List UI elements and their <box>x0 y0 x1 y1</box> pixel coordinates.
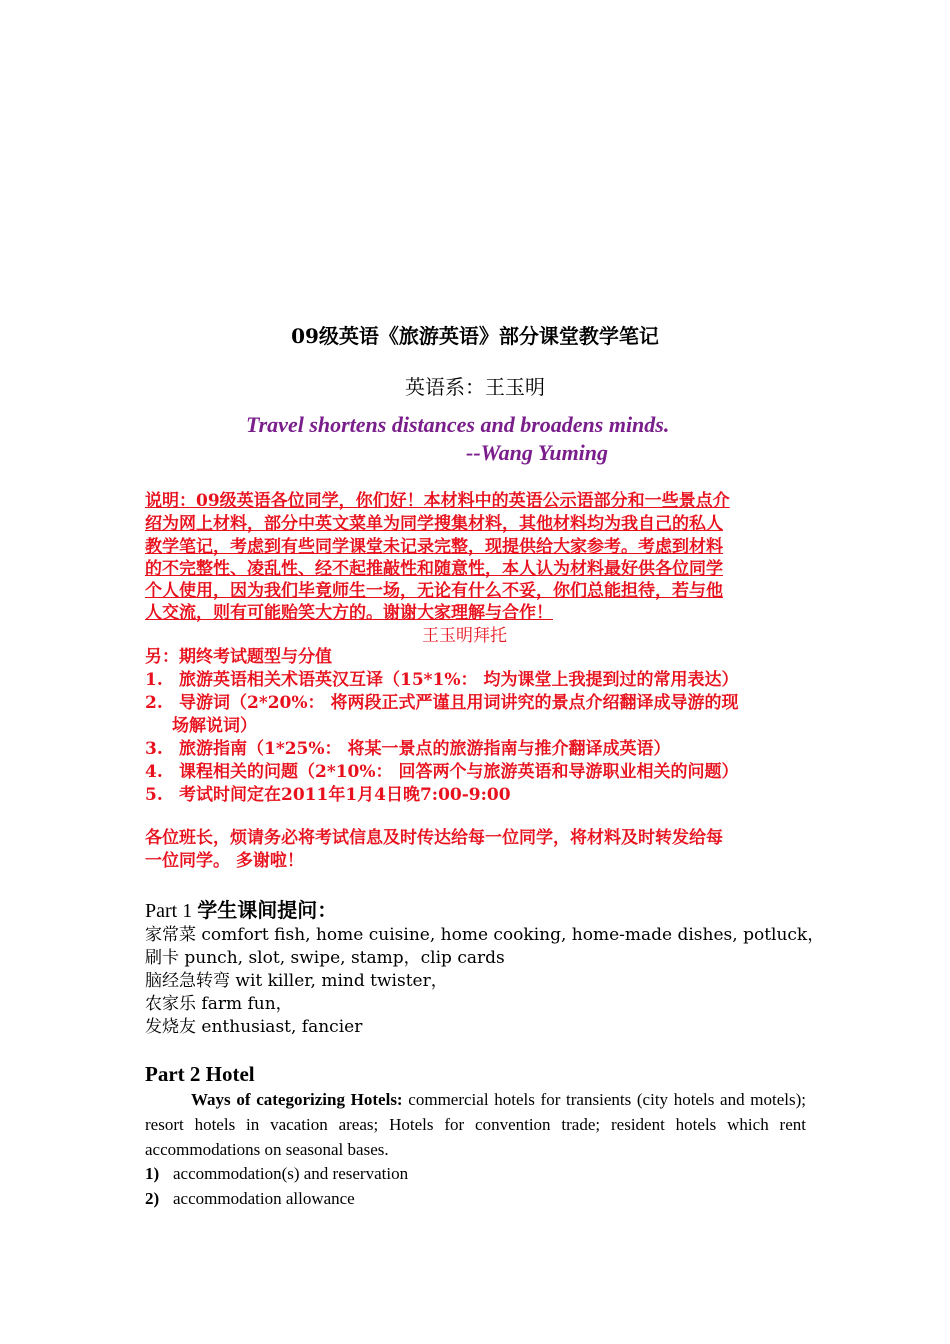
list-item-text: accommodation(s) and reservation <box>173 1164 409 1183</box>
exam-item-text: 课程相关的问题（2*10%： 回答两个与旅游英语和导游职业相关的问题） <box>179 762 739 782</box>
author-line: 英语系：王玉明 <box>405 375 545 399</box>
part1-line: 农家乐 farm fun， <box>145 994 293 1014</box>
reminder-line: 各位班长，烦请务必将考试信息及时传达给每一位同学，将材料及时转发给每 <box>145 828 723 848</box>
exam-item-text: 考试时间定在2011年1月4日晚7:00-9:00 <box>179 785 511 805</box>
document-title: 09级英语《旅游英语》部分课堂教学笔记 <box>291 324 659 348</box>
exam-item <box>145 671 738 691</box>
exam-item <box>145 763 738 783</box>
exam-item-text: 旅游指南（1*25%： 将某一景点的旅游指南与推介翻译成英语） <box>179 739 671 759</box>
notice-line: 说明：09级英语各位同学，你们好！本材料中的英语公示语部分和一些景点介 <box>145 491 730 511</box>
exam-item <box>145 740 670 760</box>
notice-line: 个人使用，因为我们毕竟师生一场，无论有什么不妥，你们总能担待，若与他 <box>145 581 723 601</box>
exam-item-number: 1. <box>145 670 163 690</box>
exam-item-number: 2. <box>145 693 163 713</box>
quote-author: --Wang Yuming <box>466 440 609 465</box>
part2-heading: Part 2 Hotel <box>145 1062 255 1086</box>
part1-line: 脑经急转弯 wit killer, mind twister， <box>145 971 448 991</box>
part1-line: 家常菜 comfort fish, home cuisine, home cooking, home-made dishes, potluck， <box>145 925 825 945</box>
exam-item-number: 5. <box>145 785 163 805</box>
exam-item <box>145 694 738 714</box>
list-item-text: accommodation allowance <box>173 1189 355 1208</box>
part2-list-item <box>145 1164 408 1184</box>
notice-signature: 王玉明拜托 <box>422 626 507 646</box>
exam-item-number: 3. <box>145 739 163 759</box>
exam-item-number: 4. <box>145 762 163 782</box>
part2-paragraph-lead: Ways of categorizing Hotels: <box>191 1090 403 1109</box>
part2-paragraph <box>145 1087 806 1162</box>
notice-line: 绍为网上材料，部分中英文菜单为同学搜集材料，其他材料均为我自己的私人 <box>145 514 723 534</box>
list-item-number: 1) <box>145 1164 160 1183</box>
part2-paragraph-body: commercial hotels for transients (city hotels and motels); resort hotels in vacation areas; Hotels for convention trade; resident hotels which rent accommodations on seasonal bases. <box>145 1090 807 1159</box>
list-item-number: 2) <box>145 1189 160 1208</box>
exam-item-continuation: 场解说词） <box>172 716 257 736</box>
part1-line: 发烧友 enthusiast, fancier <box>145 1017 363 1037</box>
part1-heading <box>145 899 337 923</box>
notice-line: 教学笔记，考虑到有些同学课堂未记录完整，现提供给大家参考。考虑到材料 <box>145 537 723 557</box>
part2-list-item <box>145 1189 355 1209</box>
exam-item-text: 旅游英语相关术语英汉互译（15*1%： 均为课堂上我提到过的常用表达） <box>179 670 739 690</box>
notice-line: 人交流，则有可能贻笑大方的。谢谢大家理解与合作！ <box>145 603 553 623</box>
part1-line: 刷卡 punch, slot, swipe, stamp，clip cards <box>145 948 505 968</box>
exam-item-text: 导游词（2*20%： 将两段正式严谨且用词讲究的景点介绍翻译成导游的现 <box>179 693 739 713</box>
exam-item <box>145 786 511 806</box>
part1-heading-cn: 学生课间提问： <box>197 898 338 922</box>
notice-line: 的不完整性、凌乱性、经不起推敲性和随意性，本人认为材料最好供各位同学 <box>145 559 723 579</box>
reminder-line: 一位同学。 多谢啦！ <box>145 851 304 871</box>
part1-heading-en: Part 1 <box>145 900 198 922</box>
exam-heading: 另：期终考试题型与分值 <box>145 647 332 667</box>
quote-text: Travel shortens distances and broadens minds. <box>246 412 670 437</box>
